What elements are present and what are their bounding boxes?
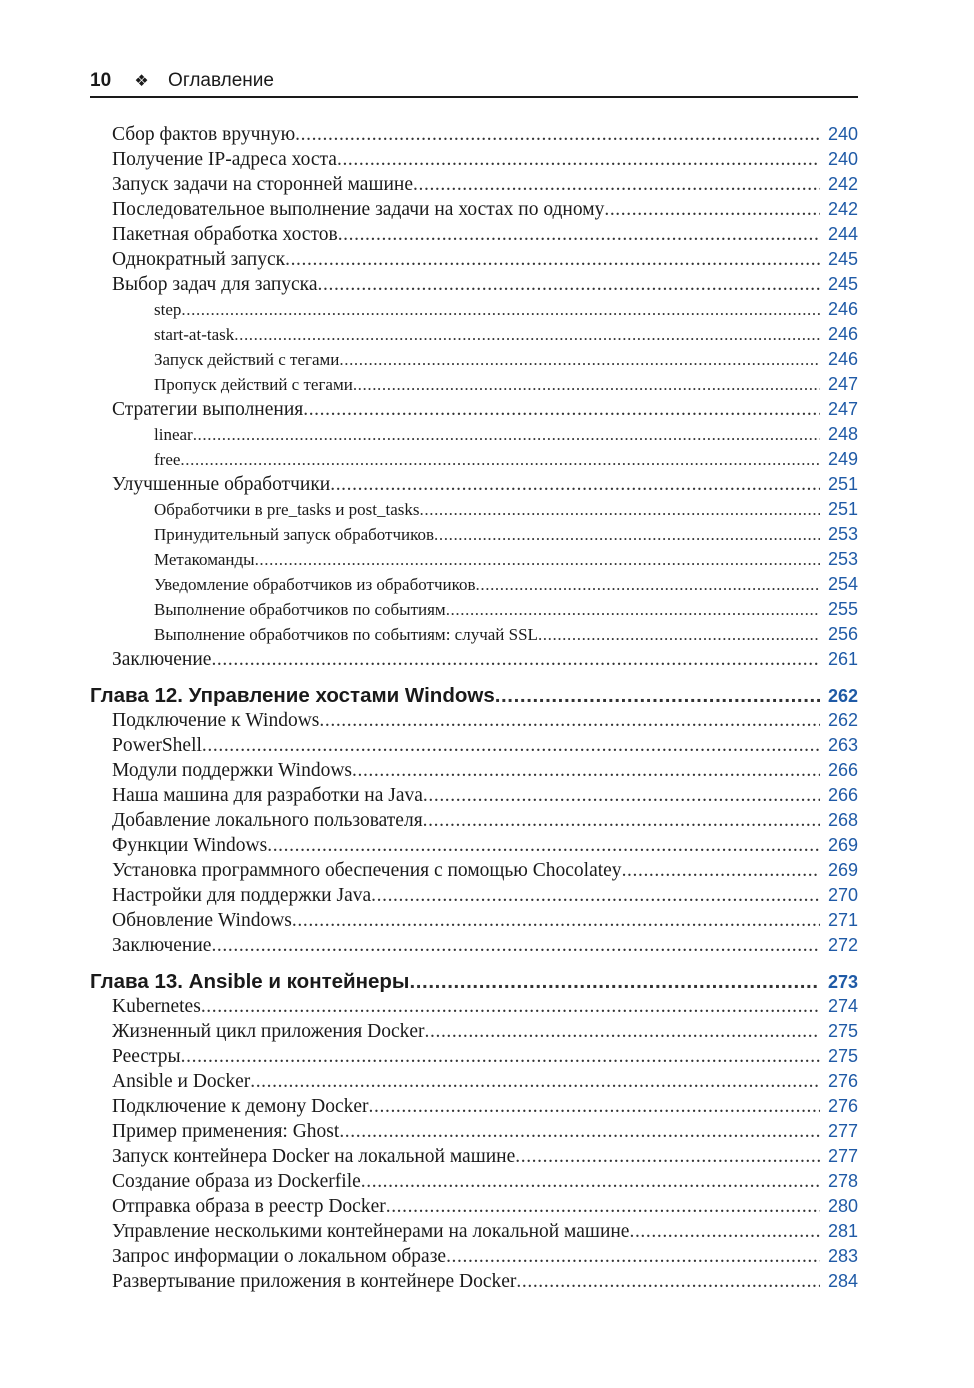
dot-leader [409, 969, 820, 994]
dot-leader [386, 1194, 820, 1219]
toc-entry-title: Заключение [112, 649, 212, 670]
dot-leader [629, 1219, 820, 1244]
toc-entry-title: Отправка образа в реестр Docker [112, 1196, 386, 1217]
toc-subsection-entry[interactable] [90, 372, 858, 397]
toc-subsection-entry[interactable] [90, 622, 858, 647]
toc-section-entry[interactable] [90, 883, 858, 908]
dot-leader [338, 222, 820, 247]
toc-section-entry[interactable] [90, 1269, 858, 1294]
toc-entry-title: Заключение [112, 935, 212, 956]
toc-section-entry[interactable] [90, 1019, 858, 1044]
toc-entry-title: Жизненный цикл приложения Docker [112, 1021, 425, 1042]
toc-entry-title: Выполнение обработчиков по событиям [154, 600, 446, 619]
toc-chapter-entry[interactable] [90, 683, 858, 708]
toc-entry-page: 283 [827, 1246, 858, 1266]
toc-entry-title: free [154, 450, 181, 469]
toc-section-entry[interactable] [90, 783, 858, 808]
toc-subsection-entry[interactable] [90, 572, 858, 597]
toc-entry-title: Выбор задач для запуска [112, 274, 318, 295]
toc-entry-title: Наша машина для разработки на Java [112, 785, 423, 806]
toc-section-entry[interactable] [90, 147, 858, 172]
toc-entry-title: Настройки для поддержки Java [112, 885, 372, 906]
dot-leader [425, 1019, 820, 1044]
toc-entry-title: Последовательное выполнение задачи на хостах по одному [112, 199, 605, 220]
toc-entry-page: 247 [827, 374, 858, 394]
dot-leader [181, 1044, 820, 1069]
toc-entry-page: 276 [827, 1071, 858, 1091]
toc-entry-page: 246 [827, 324, 858, 344]
dot-leader [446, 597, 820, 622]
toc-entry-title: Улучшенные обработчики [112, 474, 331, 495]
dot-leader [369, 1094, 820, 1119]
dot-leader [337, 147, 820, 172]
toc-entry-title: start-at-task [154, 325, 235, 344]
table-of-contents [90, 122, 858, 1294]
toc-entry-title: Запуск действий с тегами [154, 350, 340, 369]
toc-entry-title: Реестры [112, 1046, 181, 1067]
dot-leader [303, 397, 820, 422]
toc-section-entry[interactable] [90, 122, 858, 147]
toc-section-entry[interactable] [90, 1069, 858, 1094]
dot-leader [434, 522, 820, 547]
dot-leader [202, 733, 820, 758]
dot-leader [361, 1169, 820, 1194]
dot-leader [413, 172, 820, 197]
toc-entry-page: 276 [827, 1096, 858, 1116]
toc-chapter-entry[interactable] [90, 969, 858, 994]
toc-entry-page: 280 [827, 1196, 858, 1216]
toc-entry-title: linear [154, 425, 193, 444]
toc-entry-page: 254 [827, 574, 858, 594]
toc-entry-page: 253 [827, 524, 858, 544]
dot-leader [339, 347, 820, 372]
toc-section-entry[interactable] [90, 1119, 858, 1144]
toc-entry-title: Запрос информации о локальном образе [112, 1246, 447, 1267]
toc-entry-page: 273 [827, 972, 858, 992]
toc-entry-title: Подключение к демону Docker [112, 1096, 369, 1117]
toc-entry-page: 246 [827, 299, 858, 319]
toc-entry-page: 247 [827, 399, 858, 419]
dot-leader [292, 908, 820, 933]
toc-entry-page: 248 [827, 424, 858, 444]
dot-leader [193, 422, 820, 447]
toc-entry-page: 253 [827, 549, 858, 569]
toc-entry-title: Принудительный запуск обработчиков [154, 525, 435, 544]
dot-leader [211, 933, 820, 958]
toc-section-entry[interactable] [90, 1094, 858, 1119]
toc-subsection-entry[interactable] [90, 422, 858, 447]
toc-entry-title: step [154, 300, 182, 319]
toc-entry-title: PowerShell [112, 735, 202, 756]
toc-entry-page: 240 [827, 149, 858, 169]
toc-entry-page: 266 [827, 785, 858, 805]
dot-leader [234, 322, 820, 347]
toc-entry-page: 242 [827, 174, 858, 194]
toc-section-entry[interactable] [90, 272, 858, 297]
dot-leader [201, 994, 820, 1019]
dot-leader [180, 447, 820, 472]
toc-entry-page: 263 [827, 735, 858, 755]
toc-entry-page: 242 [827, 199, 858, 219]
section-title: Оглавление [168, 70, 274, 91]
dot-leader [319, 708, 820, 733]
toc-section-entry[interactable] [90, 908, 858, 933]
toc-subsection-entry[interactable] [90, 297, 858, 322]
dot-leader [495, 683, 820, 708]
toc-subsection-entry[interactable] [90, 597, 858, 622]
toc-entry-page: 249 [827, 449, 858, 469]
toc-entry-page: 256 [827, 624, 858, 644]
toc-entry-page: 278 [827, 1171, 858, 1191]
toc-entry-page: 270 [827, 885, 858, 905]
toc-section-entry[interactable] [90, 758, 858, 783]
dot-leader [250, 1069, 820, 1094]
toc-entry-title: Запуск задачи на сторонней машине [112, 174, 414, 195]
dot-leader [285, 247, 820, 272]
toc-entry-title: Установка программного обеспечения с помощью Chocolatey [112, 860, 622, 881]
dot-leader [446, 1244, 820, 1269]
toc-entry-page: 240 [827, 124, 858, 144]
dot-leader [211, 647, 820, 672]
toc-section-entry[interactable] [90, 1169, 858, 1194]
toc-entry-page: 281 [827, 1221, 858, 1241]
dot-leader [318, 272, 820, 297]
toc-subsection-entry[interactable] [90, 522, 858, 547]
toc-section-entry[interactable] [90, 708, 858, 733]
dot-leader [295, 122, 820, 147]
dot-leader [622, 858, 820, 883]
toc-entry-page: 271 [827, 910, 858, 930]
toc-section-entry[interactable] [90, 1044, 858, 1069]
toc-entry-page: 274 [827, 996, 858, 1016]
toc-entry-page: 266 [827, 760, 858, 780]
toc-entry-page: 246 [827, 349, 858, 369]
toc-entry-page: 245 [827, 274, 858, 294]
toc-section-entry[interactable] [90, 197, 858, 222]
ornament-icon: ❖ [134, 73, 149, 90]
toc-entry-page: 251 [827, 499, 858, 519]
toc-section-entry[interactable] [90, 1244, 858, 1269]
toc-entry-title: Ansible и Docker [112, 1071, 251, 1092]
toc-subsection-entry[interactable] [90, 547, 858, 572]
toc-section-entry[interactable] [90, 808, 858, 833]
toc-entry-title: Пропуск действий с тегами [154, 375, 353, 394]
toc-entry-page: 275 [827, 1046, 858, 1066]
dot-leader [339, 1119, 820, 1144]
toc-entry-page: 284 [827, 1271, 858, 1291]
toc-section-entry[interactable] [90, 247, 858, 272]
toc-entry-page: 245 [827, 249, 858, 269]
toc-subsection-entry[interactable] [90, 322, 858, 347]
toc-section-entry[interactable] [90, 933, 858, 958]
dot-leader [476, 572, 820, 597]
toc-entry-title: Запуск контейнера Docker на локальной машине [112, 1146, 516, 1167]
toc-section-entry[interactable] [90, 1219, 858, 1244]
toc-entry-page: 262 [827, 710, 858, 730]
page-number: 10 [90, 70, 112, 91]
dot-leader [181, 297, 820, 322]
toc-entry-page: 277 [827, 1121, 858, 1141]
toc-entry-title: Создание образа из Dockerfile [112, 1171, 361, 1192]
toc-entry-title: Сбор фактов вручную [112, 124, 296, 145]
dot-leader [352, 758, 820, 783]
toc-entry-title: Обновление Windows [112, 910, 292, 931]
toc-entry-page: 277 [827, 1146, 858, 1166]
toc-entry-title: Однократный запуск [112, 249, 286, 270]
toc-section-entry[interactable] [90, 1144, 858, 1169]
toc-section-entry[interactable] [90, 647, 858, 672]
toc-entry-title: Получение IP-адреса хоста [112, 149, 337, 170]
toc-entry-page: 262 [827, 686, 858, 706]
toc-entry-title: Глава 13. Ansible и контейнеры [90, 970, 410, 993]
toc-entry-page: 255 [827, 599, 858, 619]
toc-entry-page: 268 [827, 810, 858, 830]
toc-entry-title: Глава 12. Управление хостами Windows [90, 684, 495, 707]
toc-entry-title: Выполнение обработчиков по событиям: случай SSL [154, 625, 538, 644]
toc-entry-page: 275 [827, 1021, 858, 1041]
toc-entry-title: Метакоманды [154, 550, 255, 569]
toc-entry-page: 244 [827, 224, 858, 244]
dot-leader [420, 497, 820, 522]
toc-section-entry[interactable] [90, 397, 858, 422]
toc-section-entry[interactable] [90, 472, 858, 497]
toc-section-entry[interactable] [90, 733, 858, 758]
toc-entry-title: Модули поддержки Windows [112, 760, 352, 781]
dot-leader [255, 547, 820, 572]
toc-section-entry[interactable] [90, 858, 858, 883]
dot-leader [423, 783, 820, 808]
dot-leader [267, 833, 820, 858]
toc-entry-page: 261 [827, 649, 858, 669]
toc-section-entry[interactable] [90, 1194, 858, 1219]
toc-subsection-entry[interactable] [90, 347, 858, 372]
dot-leader [353, 372, 820, 397]
toc-section-entry[interactable] [90, 172, 858, 197]
dot-leader [516, 1269, 820, 1294]
dot-leader [515, 1144, 820, 1169]
toc-entry-title: Пакетная обработка хостов [112, 224, 338, 245]
dot-leader [423, 808, 820, 833]
toc-entry-title: Уведомление обработчиков из обработчиков [154, 575, 476, 594]
toc-entry-title: Подключение к Windows [112, 710, 320, 731]
toc-entry-title: Развертывание приложения в контейнере Docker [112, 1271, 517, 1292]
running-header [90, 66, 858, 98]
dot-leader [371, 883, 820, 908]
dot-leader [538, 622, 820, 647]
toc-section-entry[interactable] [90, 833, 858, 858]
toc-entry-page: 269 [827, 835, 858, 855]
toc-entry-title: Добавление локального пользователя [112, 810, 423, 831]
toc-entry-title: Kubernetes [112, 996, 201, 1017]
toc-entry-title: Функции Windows [112, 835, 268, 856]
toc-entry-title: Управление несколькими контейнерами на локальной машине [112, 1221, 630, 1242]
toc-entry-page: 269 [827, 860, 858, 880]
dot-leader [604, 197, 820, 222]
toc-entry-page: 272 [827, 935, 858, 955]
toc-entry-title: Стратегии выполнения [112, 399, 304, 420]
toc-entry-title: Пример применения: Ghost [112, 1121, 340, 1142]
toc-section-entry[interactable] [90, 222, 858, 247]
toc-subsection-entry[interactable] [90, 497, 858, 522]
toc-subsection-entry[interactable] [90, 447, 858, 472]
toc-entry-title: Обработчики в pre_tasks и post_tasks [154, 500, 420, 519]
dot-leader [330, 472, 820, 497]
toc-entry-page: 251 [827, 474, 858, 494]
toc-section-entry[interactable] [90, 994, 858, 1019]
